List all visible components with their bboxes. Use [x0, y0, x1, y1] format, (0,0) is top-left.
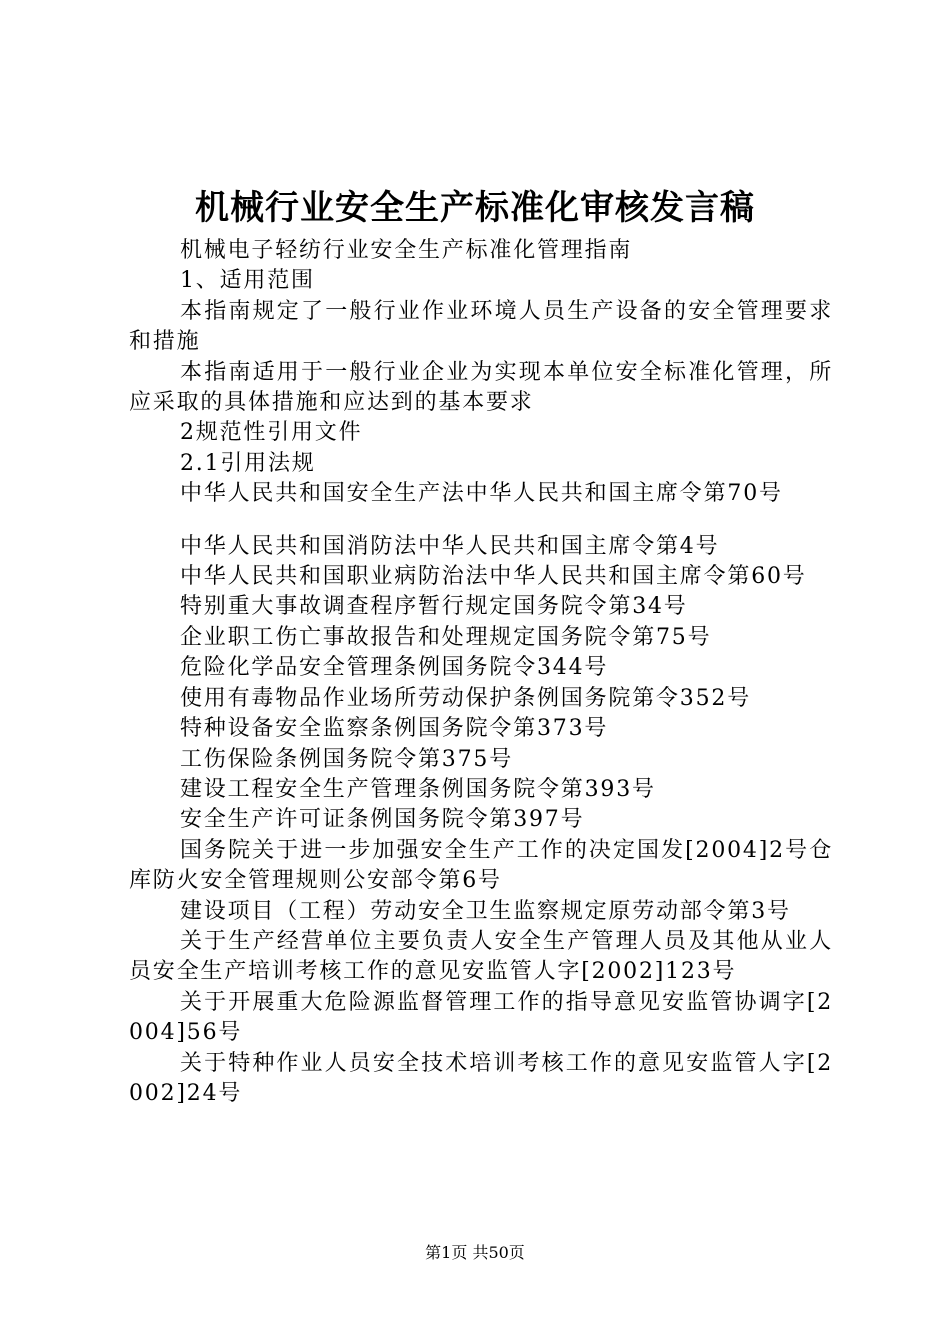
paragraph: 特种设备安全监察条例国务院令第373号 — [180, 716, 609, 742]
paragraph: 建设项目（工程）劳动安全卫生监察规定原劳动部令第3号 — [180, 898, 791, 924]
paragraph: 关于生产经营单位主要负责人安全生产管理人员及其他从业人员安全生产培训考核工作的意见安监管人字[2002]123号 — [129, 928, 833, 985]
paragraph: 1、适用范围 — [180, 268, 315, 294]
document-title: 机械行业安全生产标准化审核发言稿 — [195, 188, 755, 228]
paragraph: 企业职工伤亡事故报告和处理规定国务院令第75号 — [180, 624, 712, 650]
paragraph: 建设工程安全生产管理条例国务院令第393号 — [180, 776, 656, 802]
paragraph: 中华人民共和国安全生产法中华人民共和国主席令第70号 — [180, 481, 783, 507]
paragraph: 工伤保险条例国务院令第375号 — [180, 746, 513, 772]
paragraph: 特别重大事故调查程序暂行规定国务院令第34号 — [180, 594, 688, 620]
paragraph: 2规范性引用文件 — [180, 420, 363, 446]
paragraph: 机械电子轻纺行业安全生产标准化管理指南 — [180, 238, 633, 263]
paragraph: 关于开展重大危险源监督管理工作的指导意见安监管协调字[2004]56号 — [129, 989, 833, 1046]
paragraph: 关于特种作业人员安全技术培训考核工作的意见安监管人字[2002]24号 — [129, 1050, 833, 1106]
paragraph: 危险化学品安全管理条例国务院令344号 — [180, 655, 609, 681]
paragraph: 中华人民共和国职业病防治法中华人民共和国主席令第60号 — [180, 564, 807, 590]
document-body — [129, 236, 833, 1109]
page-number-footer: 第1页 共50页 — [425, 1243, 525, 1262]
paragraph: 本指南适用于一般行业企业为实现本单位安全标准化管理，所应采取的具体措施和应达到的基本要求 — [129, 359, 833, 416]
paragraph: 中华人民共和国消防法中华人民共和国主席令第4号 — [180, 533, 720, 559]
paragraph: 本指南规定了一般行业作业环境人员生产设备的安全管理要求和措施 — [129, 298, 833, 355]
paragraph: 使用有毒物品作业场所劳动保护条例国务院第令352号 — [180, 685, 751, 711]
paragraph: 2.1引用法规 — [180, 450, 316, 476]
paragraph: 国务院关于进一步加强安全生产工作的决定国发[2004]2号仓库防火安全管理规则公安部令第6号 — [129, 837, 833, 894]
paragraph: 安全生产许可证条例国务院令第397号 — [180, 807, 585, 833]
